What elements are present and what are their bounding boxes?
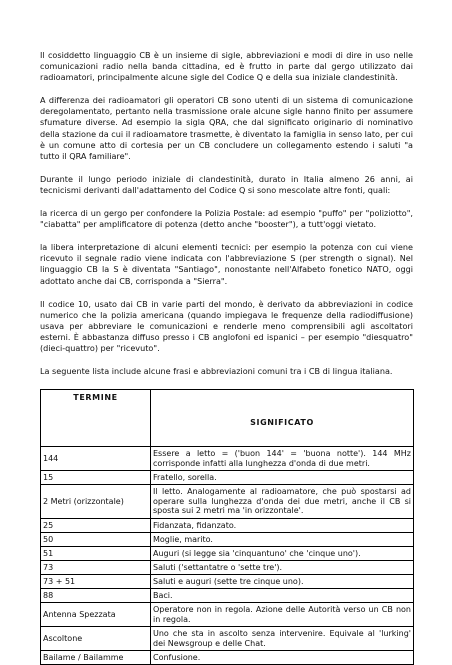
meaning-cell: Il letto. Analogamente al radioamatore, che può spostarsi ad operare sulla lunghezza d'onda dei due metri, anche il CB si sposta sui 2 metri ma 'in orizzontale'. [151, 485, 414, 519]
table-row [41, 603, 414, 627]
table-row [41, 533, 414, 547]
table-row [41, 547, 414, 561]
table-row [41, 447, 414, 471]
term-cell: Antenna Spezzata [41, 603, 151, 627]
term-cell: 50 [41, 533, 151, 547]
table-row [41, 589, 414, 603]
meaning-cell: Auguri (si legge sia 'cinquantuno' che 'cinque uno'). [151, 547, 414, 561]
term-cell: Ascoltone [41, 627, 151, 651]
meaning-cell: Essere a letto = ('buon 144' = 'buona notte'). 144 MHz corrisponde infatti alla lunghezza d'onda di due metri. [151, 447, 414, 471]
table-row [41, 561, 414, 575]
meaning-cell: Saluti ('settantatre o 'sette tre'). [151, 561, 414, 575]
table-row [41, 471, 414, 485]
meaning-cell: Baci. [151, 589, 414, 603]
term-cell: 88 [41, 589, 151, 603]
paragraph-list-intro: La seguente lista include alcune frasi e abbreviazioni comuni tra i CB di lingua italiana. [40, 366, 393, 377]
term-cell: 25 [41, 519, 151, 533]
meaning-cell: Confusione. [151, 651, 414, 665]
term-cell: 144 [41, 447, 151, 471]
paragraph-differences: A differenza dei radioamatori gli operatori CB sono utenti di un sistema di comunicazione deregolamentato, pertanto nella trasmissione orale alcune sigle hanno finito per assumere sfumature diverse. Ad esempio la sigla QRA, che dal significato originario di nominativo della stazione da cui il radioamatore trasmette, è diventato la famiglia in senso lato, per cui è un comune atto di cortesia per un CB concludere un collegamento estendo i saluti "a tutto il QRA familiare". [40, 95, 413, 161]
term-cell: 15 [41, 471, 151, 485]
table-row [41, 575, 414, 589]
term-cell: 73 + 51 [41, 575, 151, 589]
glossary-table [40, 389, 414, 665]
term-cell: 51 [41, 547, 151, 561]
term-cell: 2 Metri (orizzontale) [41, 485, 151, 519]
meaning-cell: Fidanzata, fidanzato. [151, 519, 414, 533]
header-termine: TERMINE [41, 390, 151, 447]
document-page [40, 50, 413, 665]
table-row [41, 627, 414, 651]
term-cell: Bailame / Bailamme [41, 651, 151, 665]
paragraph-clandestinity: Durante il lungo periodo iniziale di clandestinità, durato in Italia almeno 26 anni, ai tecnicismi derivanti dall'adattamento del Codice Q si sono mescolate altre fonti, quali: [40, 173, 413, 195]
meaning-cell: Moglie, marito. [151, 533, 414, 547]
header-significato: SIGNIFICATO [151, 390, 414, 447]
paragraph-code-10: Il codice 10, usato dai CB in varie parti del mondo, è derivato da abbreviazioni in codice numerico che la polizia americana (quando impiegava le frequenze della radiodiffusione) usava per abbreviare le comunicazioni e renderle meno comprensibili agli ascoltatori esterni. È abbastanza diffuso presso i CB anglofoni ed ispanici – per esempio "diesquatro" (dieci-quattro) per "ricevuto". [40, 298, 413, 353]
meaning-cell: Operatore non in regola. Azione delle Autorità verso un CB non in regola. [151, 603, 414, 627]
term-cell: 73 [41, 561, 151, 575]
meaning-cell: Uno che sta in ascolto senza intervenire. Equivale al 'lurking' dei Newsgroup e delle Chat. [151, 627, 414, 651]
paragraph-slang: la ricerca di un gergo per confondere la Polizia Postale: ad esempio "puffo" per "poliziotto", "ciabatta" per amplificatore di potenza (detto anche "booster"), a tutt'oggi vietato. [40, 208, 413, 230]
table-row [41, 485, 414, 519]
meaning-cell: Fratello, sorella. [151, 471, 414, 485]
table-row [41, 651, 414, 665]
paragraph-technical: la libera interpretazione di alcuni elementi tecnici: per esempio la potenza con cui viene ricevuto il segnale radio viene indicata con l'abbreviazione S (per strength o signal). Nel linguaggio CB la S è diventata "Santiago", nonostante nell'Alfabeto fonetico NATO, oggi adottato anche dai CB, corrisponda a "Sierra". [40, 242, 413, 286]
table-row [41, 519, 414, 533]
table-header-row [41, 390, 414, 447]
paragraph-intro: Il cosiddetto linguaggio CB è un insieme di sigle, abbreviazioni e modi di dire in uso nelle comunicazioni radio nella banda cittadina, ed è frutto in parte dal gergo utilizzato dai radioamatori, principalmente alcune sigle del Codice Q e della sua iniziale clandestinità. [40, 50, 413, 83]
meaning-cell: Saluti e auguri (sette tre cinque uno). [151, 575, 414, 589]
